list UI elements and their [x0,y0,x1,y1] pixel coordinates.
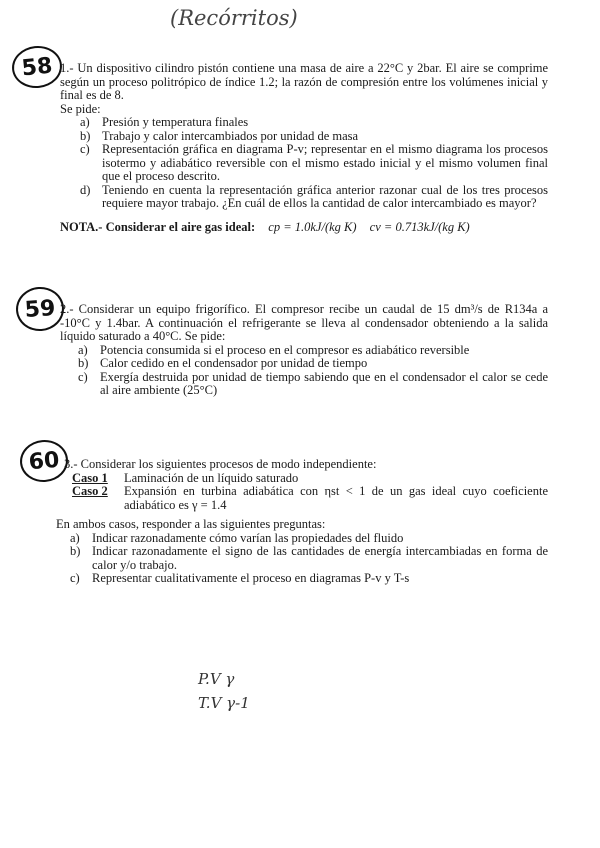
item-text: Indicar razonadamente cómo varían las propiedades del fluido [92,530,404,545]
nota-text: Considerar el aire gas ideal: [105,219,256,234]
item-text: Teniendo en cuenta la representación gráfica anterior razonar cual de los tres procesos requiere mayor trabajo. ¿En cuál de ellos la cantidad de calor intercambiado es mayor? [102,182,548,210]
problem-number-circle: 59 [15,285,66,332]
handwritten-note: P.V γ [198,670,235,688]
item-label: a) [78,342,88,357]
list-item [70,532,548,546]
list-item [80,130,548,144]
item-text: Potencia consumida si el proceso en el compresor es adiabático reversible [100,342,470,357]
item-label: b) [78,356,89,370]
item-label: c) [78,369,88,384]
case-item [72,485,548,512]
problem-58-se-pide: Se pide: [60,101,101,116]
problem-59-statement: 2.- Considerar un equipo frigorífico. El compresor recibe un caudal de 15 dm³/s de R134a a -10°C y 1.4bar. A continuación el refrigerante se lleva al condensador obteniendo a la salida líquido saturado a 40°C. Se pide: [60,302,548,343]
nota-cv: cv = 0.713kJ/(kg K) [369,219,470,234]
item-label: d) [80,182,91,197]
case-text: Expansión en turbina adiabática con ηst < 1 de un gas ideal cuyo coeficiente adiabático es γ = 1.4 [124,484,548,512]
item-text: Calor cedido en el condensador por unidad de tiempo [100,356,368,370]
problem-59 [60,303,548,398]
handwritten-header-note: (Recórritos) [170,6,298,30]
list-item [78,357,548,371]
problem-58 [60,62,548,234]
case-label: Caso 1 [72,470,108,485]
list-item [80,143,548,184]
item-text: Trabajo y calor intercambiados por unidad de masa [102,128,359,143]
problem-60-statement: 3.- Considerar los siguientes procesos de modo independiente: [64,457,377,471]
list-item [70,545,548,572]
nota-label: NOTA.- [60,219,103,234]
nota-line [60,221,548,235]
nota-cp: cp = 1.0kJ/(kg K) [268,219,357,234]
case-item [72,472,548,486]
list-item [80,184,548,211]
list-item [78,371,548,398]
item-text: Exergía destruida por unidad de tiempo sabiendo que en el condensador el calor se cede al aire ambiente (25°C) [100,369,548,397]
problem-60 [56,458,548,586]
list-item [70,572,548,586]
problem-58-statement: 1.- Un dispositivo cilindro pistón contiene una masa de aire a 22°C y 2bar. El aire se comprime según un proceso politrópico de índice 1.2; la razón de compresión entre los volúmenes inicial y final es de 8. [60,61,548,102]
item-label: b) [80,128,91,143]
list-item [78,344,548,358]
item-label: c) [80,142,90,156]
item-label: a) [80,115,90,129]
item-label: a) [70,530,80,545]
problem-60-ambos: En ambos casos, responder a las siguientes preguntas: [56,517,326,531]
item-text: Representación gráfica en diagrama P-v; representar en el mismo diagrama los procesos isotermo y adiabático reversible con el mismo estado inicial y el mismo volumen final que el proceso descrito. [102,142,548,183]
item-label: c) [70,571,80,585]
item-label: b) [70,544,81,558]
handwritten-note: T.V γ-1 [198,694,250,712]
case-label: Caso 2 [72,484,108,498]
item-text: Representar cualitativamente el proceso en diagramas P-v y T-s [92,571,410,585]
list-item [80,116,548,130]
case-text: Laminación de un líquido saturado [124,470,299,485]
item-text: Indicar razonadamente el signo de las cantidades de energía intercambiadas en forma de calor y/o trabajo. [92,544,548,572]
item-text: Presión y temperatura finales [102,115,249,129]
problem-number-circle: 60 [18,438,69,484]
problem-number-circle: 58 [10,44,64,91]
